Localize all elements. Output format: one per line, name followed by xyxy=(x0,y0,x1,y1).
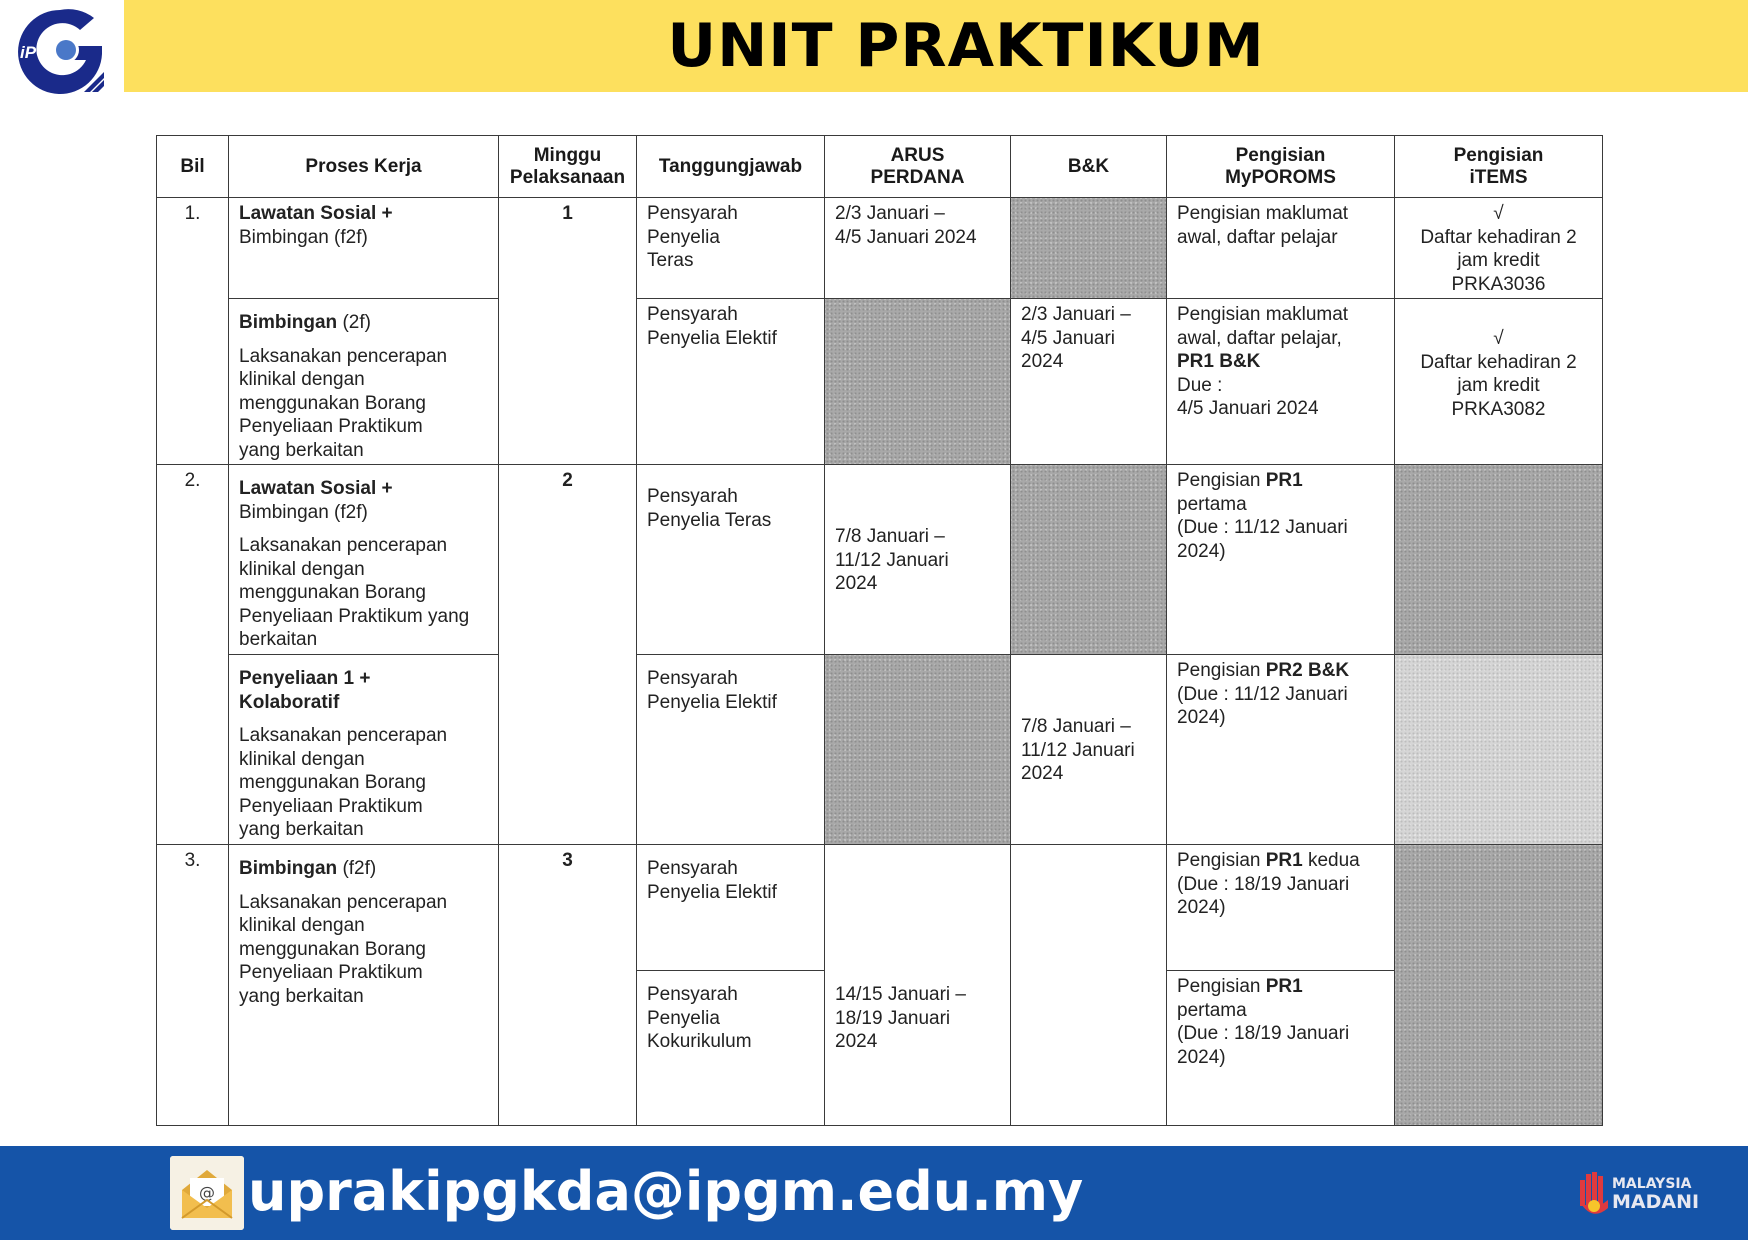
table-row xyxy=(157,299,1603,465)
row-1a-myporoms-line2: awal, daftar pelajar xyxy=(1177,226,1338,248)
row-1a-tanggung-line1: Pensyarah xyxy=(647,203,738,224)
row-2b-items-shaded xyxy=(1395,655,1603,845)
row-3-items-shaded xyxy=(1395,845,1603,1126)
row-3b-myporoms-line3: (Due : 18/19 Januari xyxy=(1177,1023,1350,1044)
row-3-arus-line1: 14/15 Januari – xyxy=(835,984,966,1005)
row-2a-bk-shaded xyxy=(1011,465,1167,655)
row-1a-bk-shaded xyxy=(1011,198,1167,299)
madani-line1: MALAYSIA xyxy=(1612,1176,1692,1192)
row-2b-proses-title-1: Penyeliaan 1 + xyxy=(239,668,371,689)
col-minggu-line2: Pelaksanaan xyxy=(509,166,626,188)
row-1b-bk-line2: 4/5 Januari xyxy=(1021,327,1116,349)
row-3-proses-suffix: (f2f) xyxy=(337,858,377,879)
row-2b-myporoms-bold: PR2 B&K xyxy=(1265,660,1350,681)
col-items xyxy=(1395,136,1603,198)
row-2b-desc-2: klinikal dengan xyxy=(239,748,365,770)
row-1b-items-line3: PRKA3082 xyxy=(1451,398,1546,420)
col-minggu xyxy=(499,136,637,198)
row-1a-arus-line1: 2/3 Januari – xyxy=(835,203,945,224)
row-2a-tanggung-line1: Pensyarah xyxy=(647,486,738,507)
row-1a-myporoms xyxy=(1167,198,1395,299)
row-2b-bk-line2: 11/12 Januari xyxy=(1021,739,1135,761)
col-myporoms-line2: MyPOROMS xyxy=(1225,166,1336,188)
col-minggu-line1: Minggu xyxy=(533,144,602,166)
row-3a-myporoms-bold: PR1 xyxy=(1265,850,1303,871)
row-2b-bk-line3: 2024 xyxy=(1021,763,1064,784)
row-2b-bk xyxy=(1011,655,1167,845)
row-2-week: 2 xyxy=(499,465,637,845)
row-2b-desc-1: Laksanakan pencerapan xyxy=(239,725,448,746)
row-2b-myporoms-pre: Pengisian xyxy=(1177,660,1266,681)
row-2a-myporoms xyxy=(1167,465,1395,655)
row-1b-bk-line3: 2024 xyxy=(1021,351,1064,372)
row-3-arus-line2: 18/19 Januari xyxy=(835,1007,951,1029)
row-1b-myporoms-line3: PR1 B&K xyxy=(1177,351,1261,372)
row-3a-myporoms-line2: (Due : 18/19 Januari xyxy=(1177,873,1350,895)
row-2a-arus xyxy=(825,465,1011,655)
contact-email[interactable]: uprakipgkda@ipgm.edu.my xyxy=(248,1160,1084,1223)
row-3-bil: 3. xyxy=(157,845,229,1126)
row-2b-tanggung-line1: Pensyarah xyxy=(647,668,738,689)
ipg-logo xyxy=(14,6,106,94)
row-2-bil: 2. xyxy=(157,465,229,845)
row-1a-tanggung xyxy=(637,198,825,299)
row-3-desc-1: Laksanakan pencerapan xyxy=(239,891,448,913)
row-3b-tanggung-line2: Penyelia xyxy=(647,1007,720,1029)
col-proses-kerja: Proses Kerja xyxy=(229,136,499,198)
row-2a-desc-4: Penyeliaan Praktikum yang xyxy=(239,605,470,627)
row-2a-myporoms-line2: pertama xyxy=(1177,493,1247,515)
col-myporoms xyxy=(1167,136,1395,198)
row-2b-myporoms xyxy=(1167,655,1395,845)
col-bil: Bil xyxy=(157,136,229,198)
logo-text: iPG xyxy=(20,43,50,62)
row-2a-arus-line3: 2024 xyxy=(835,573,878,594)
row-1a-items-line1: Daftar kehadiran 2 xyxy=(1420,226,1577,248)
row-1b-items xyxy=(1395,299,1603,465)
col-tanggungjawab: Tanggungjawab xyxy=(637,136,825,198)
row-1a-arus-line2: 4/5 Januari 2024 xyxy=(835,226,977,248)
row-1a-items-line2: jam kredit xyxy=(1457,250,1540,271)
row-3a-myporoms-pre: Pengisian xyxy=(1177,850,1266,871)
row-1a-proses-line2: Bimbingan (f2f) xyxy=(239,226,368,248)
row-3-desc-4: Penyeliaan Praktikum xyxy=(239,962,423,983)
row-2a-myporoms-line4: 2024) xyxy=(1177,540,1226,562)
row-1b-proses-title: Bimbingan xyxy=(239,312,338,333)
row-2b-bk-line1: 7/8 Januari – xyxy=(1021,716,1131,737)
header-row xyxy=(157,136,1603,198)
row-1b-arus-shaded xyxy=(825,299,1011,465)
mail-icon-at: @ xyxy=(199,1183,215,1202)
row-1b-myporoms-line5: 4/5 Januari 2024 xyxy=(1177,398,1319,419)
row-2a-myporoms-bold: PR1 xyxy=(1265,470,1303,491)
row-1b-desc-1: Laksanakan pencerapan xyxy=(239,345,448,367)
row-1a-tanggung-line2: Penyelia xyxy=(647,226,720,248)
row-2b-desc-4: Penyeliaan Praktikum xyxy=(239,795,423,817)
row-2a-myporoms-pre: Pengisian xyxy=(1177,470,1266,491)
row-1-week: 1 xyxy=(499,198,637,465)
row-3a-tanggung-line1: Pensyarah xyxy=(647,858,738,879)
row-3-arus-line3: 2024 xyxy=(835,1031,878,1052)
row-2b-desc-3: menggunakan Borang xyxy=(239,772,426,793)
row-2b-proses xyxy=(229,655,499,845)
row-2b-proses-title-2: Kolaboratif xyxy=(239,691,340,713)
schedule-table xyxy=(156,135,1603,1126)
row-2a-desc-2: klinikal dengan xyxy=(239,558,365,580)
row-3b-tanggung-line1: Pensyarah xyxy=(647,984,738,1005)
row-1b-tanggung-line2: Penyelia Elektif xyxy=(647,327,777,349)
row-1a-proses xyxy=(229,198,499,299)
row-3-arus xyxy=(825,845,1011,1126)
row-3-bk-empty xyxy=(1011,845,1167,1126)
col-arus-line2: PERDANA xyxy=(870,166,965,188)
row-3a-myporoms xyxy=(1167,845,1395,971)
row-3-desc-3: menggunakan Borang xyxy=(239,938,426,960)
row-3a-tanggung-line2: Penyelia Elektif xyxy=(647,881,777,903)
row-3a-myporoms-suffix: kedua xyxy=(1302,850,1360,871)
table-row xyxy=(157,465,1603,655)
row-3-desc-2: klinikal dengan xyxy=(239,915,365,936)
check-icon: √ xyxy=(1493,328,1504,349)
row-2a-proses xyxy=(229,465,499,655)
row-1a-proses-title: Lawatan Sosial xyxy=(239,203,377,224)
row-3b-myporoms-bold: PR1 xyxy=(1265,976,1303,997)
row-2a-desc-3: menggunakan Borang xyxy=(239,582,426,603)
row-3b-myporoms-line4: 2024) xyxy=(1177,1046,1226,1068)
row-2a-desc-5: berkaitan xyxy=(239,629,318,650)
row-3a-myporoms-line3: 2024) xyxy=(1177,897,1226,918)
madani-line2: MADANI xyxy=(1612,1191,1700,1213)
row-1b-bk xyxy=(1011,299,1167,465)
row-1b-proses-suffix: (2f) xyxy=(337,312,371,333)
row-1b-items-line2: jam kredit xyxy=(1457,375,1540,396)
row-1b-tanggung-line1: Pensyarah xyxy=(647,304,738,325)
row-3b-myporoms-line2: pertama xyxy=(1177,999,1247,1021)
title-band xyxy=(124,0,1748,92)
col-arus-perdana xyxy=(825,136,1011,198)
row-1a-items xyxy=(1395,198,1603,299)
row-3-proses-title: Bimbingan xyxy=(239,858,338,879)
row-2b-arus-shaded xyxy=(825,655,1011,845)
row-2a-arus-line2: 11/12 Januari xyxy=(835,549,949,571)
col-items-line1: Pengisian xyxy=(1453,144,1544,166)
col-arus-line1: ARUS xyxy=(890,144,945,166)
table-row xyxy=(157,198,1603,299)
row-1a-arus xyxy=(825,198,1011,299)
page-title: UNIT PRAKTIKUM xyxy=(667,11,1265,81)
row-3b-tanggung xyxy=(637,971,825,1126)
row-2a-proses-line2: Bimbingan (f2f) xyxy=(239,501,368,523)
row-2b-myporoms-line3: 2024) xyxy=(1177,707,1226,728)
row-1a-tanggung-line3: Teras xyxy=(647,250,694,271)
row-3-desc-5: yang berkaitan xyxy=(239,985,364,1007)
row-1b-myporoms-line4: Due : xyxy=(1177,374,1223,396)
row-1b-bk-line1: 2/3 Januari – xyxy=(1021,304,1131,325)
row-1b-tanggung xyxy=(637,299,825,465)
check-icon: √ xyxy=(1493,203,1504,224)
row-3b-myporoms-pre: Pengisian xyxy=(1177,976,1266,997)
row-1a-items-line3: PRKA3036 xyxy=(1451,273,1546,295)
row-2b-tanggung xyxy=(637,655,825,845)
row-2b-desc-5: yang berkaitan xyxy=(239,819,364,840)
row-1b-desc-3: menggunakan Borang xyxy=(239,392,426,414)
row-2a-desc-1: Laksanakan pencerapan xyxy=(239,535,448,556)
col-items-line2: iTEMS xyxy=(1469,166,1528,188)
row-2a-arus-line1: 7/8 Januari – xyxy=(835,526,945,547)
row-3b-myporoms xyxy=(1167,971,1395,1126)
row-2a-proses-suffix: + xyxy=(376,478,393,499)
row-1b-myporoms-line1: Pengisian maklumat xyxy=(1177,304,1349,325)
row-2a-items-shaded xyxy=(1395,465,1603,655)
table-row xyxy=(157,845,1603,971)
row-1b-myporoms-line2: awal, daftar pelajar, xyxy=(1177,327,1342,349)
row-3-week: 3 xyxy=(499,845,637,1126)
mail-icon xyxy=(170,1156,244,1230)
row-1a-proses-suffix: + xyxy=(376,203,393,224)
row-2b-tanggung-line2: Penyelia Elektif xyxy=(647,691,777,713)
row-1b-myporoms xyxy=(1167,299,1395,465)
col-myporoms-line1: Pengisian xyxy=(1235,144,1326,166)
row-1b-desc-4: Penyeliaan Praktikum xyxy=(239,416,423,437)
row-1b-proses xyxy=(229,299,499,465)
row-1b-desc-2: klinikal dengan xyxy=(239,369,365,390)
footer-band xyxy=(0,1146,1748,1240)
col-bk: B&K xyxy=(1011,136,1167,198)
table-row xyxy=(157,655,1603,845)
row-2a-proses-title: Lawatan Sosial xyxy=(239,478,377,499)
row-3-proses xyxy=(229,845,499,1126)
row-2b-myporoms-line2: (Due : 11/12 Januari xyxy=(1177,683,1348,705)
row-2a-tanggung-line2: Penyelia Teras xyxy=(647,509,772,531)
row-1a-myporoms-line1: Pengisian maklumat xyxy=(1177,203,1349,224)
row-1b-items-line1: Daftar kehadiran 2 xyxy=(1420,351,1577,373)
row-1b-desc-5: yang berkaitan xyxy=(239,439,364,461)
row-3a-tanggung xyxy=(637,845,825,971)
row-2a-myporoms-line3: (Due : 11/12 Januari xyxy=(1177,517,1348,538)
malaysia-madani-logo xyxy=(1578,1166,1726,1222)
row-1-bil: 1. xyxy=(157,198,229,465)
row-3b-tanggung-line3: Kokurikulum xyxy=(647,1031,752,1052)
row-2a-tanggung xyxy=(637,465,825,655)
